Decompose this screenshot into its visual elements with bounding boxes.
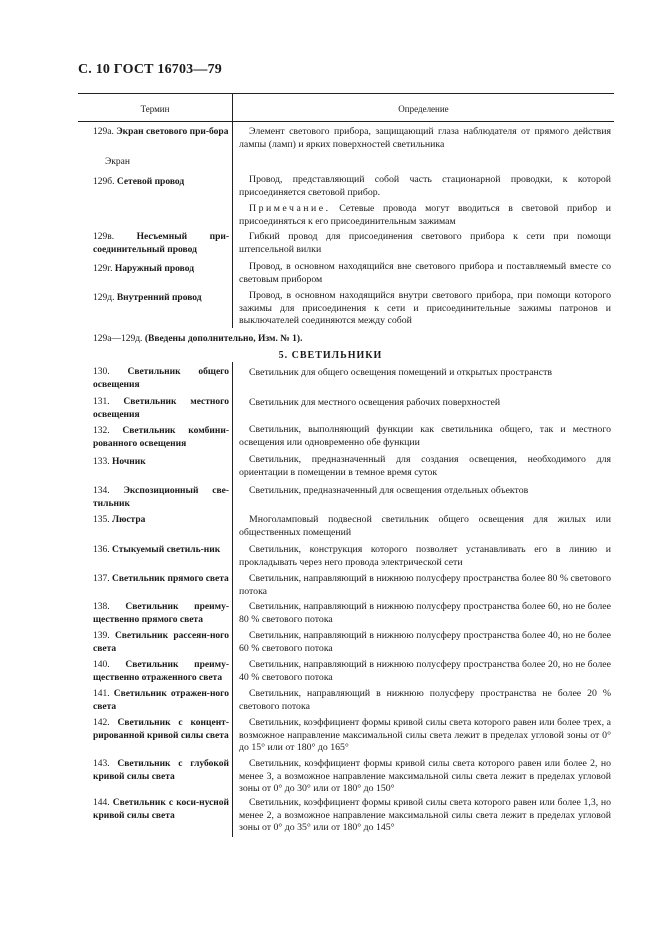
table-header-rule: [78, 121, 614, 122]
column-divider-top: [232, 93, 233, 328]
definition-138: Светильник, направляющий в нижнюю полусферу пространства более 60, но не более 80 % светового потока: [239, 601, 611, 625]
term-129g: 129г. Наружный провод: [93, 264, 194, 274]
column-divider-bottom: [232, 362, 233, 837]
column-header-definition: Определение: [398, 104, 449, 114]
term-139: 139. Светильник рассеян-ного света: [93, 631, 229, 654]
term-134: 134. Экспозиционный све-тильник: [93, 486, 229, 509]
term-129a: 129а. Экран светового при-бора: [93, 127, 229, 137]
term-129b: 129б. Сетевой провод: [93, 177, 185, 187]
term-132: 132. Светильник комбини-рованного освещения: [93, 426, 229, 449]
term-138: 138. Светильник преиму-щественно прямого света: [93, 602, 229, 625]
definition-129a: Элемент светового прибора, защищающий глаза наблюдателя от прямого действия лампы (ламп) и ярких поверхностей светильника: [239, 126, 611, 150]
definition-134: Светильник, предназначенный для освещения отдельных объектов: [249, 485, 529, 496]
term-130: 130. Светильник общего освещения: [93, 367, 229, 390]
definition-132: Светильник, выполняющий функции как светильника общего, так и местного освещения или одновременно обе функции: [239, 424, 611, 448]
definition-142: Светильник, коэффициент формы кривой силы света которого равен или более трех, а возможное направление максимальной силы света лежит в пределах угловой зоны от 0° до 15° или от 180° до 165°: [239, 717, 611, 753]
definition-137: Светильник, направляющий в нижнюю полусферу пространства более 80 % светового потока: [239, 573, 611, 597]
definition-130: Светильник для общего освещения помещений и открытых пространств: [249, 367, 553, 378]
definition-129b: Провод, представляющий собой часть стационарной проводки, к которой присоединяется световой прибор.: [239, 174, 611, 198]
definition-140: Светильник, направляющий в нижнюю полусферу пространства более 20, но не более 40 % светового потока: [239, 659, 611, 683]
definition-129v: Гибкий провод для присоединения светового прибора к сети при помощи штепсельной вилки: [239, 231, 611, 255]
term-131: 131. Светильник местного освещения: [93, 397, 229, 420]
definition-143: Светильник, коэффициент формы кривой силы света которого равен или более 2, но менее 3, а возможное направление максимальной силы света лежит в пределах угловой зоны от 0° до 30° или от 180° до 150°: [239, 758, 611, 794]
page-header: С. 10 ГОСТ 16703—79: [78, 62, 222, 77]
term-136: 136. Стыкуемый светиль-ник: [93, 545, 221, 555]
column-header-term: Термин: [140, 104, 170, 114]
term-137: 137. Светильник прямого света: [93, 574, 229, 584]
definition-141: Светильник, направляющий в нижнюю полусферу пространства не более 20 % светового потока: [239, 688, 611, 712]
definition-131: Светильник для местного освещения рабочих поверхностей: [249, 397, 501, 408]
synonym-term: Экран: [105, 157, 130, 167]
term-129d: 129д. Внутренний провод: [93, 293, 202, 303]
term-135: 135. Люстра: [93, 515, 146, 525]
term-142: 142. Светильник с концент-рированной кривой силы света: [93, 718, 230, 741]
term-141: 141. Светильник отражен-ного света: [93, 689, 230, 712]
table-top-rule: [78, 93, 614, 94]
definition-135: Многоламповый подвесной светильник общего освещения для жилых или общественных помещений: [239, 514, 611, 538]
definition-136: Светильник, конструкция которого позволяет устанавливать его в линию и прокладывать через него провода электрической сети: [239, 544, 611, 568]
term-144: 144. Светильник с коси-нусной кривой силы света: [93, 798, 229, 821]
amendment-note: 129а—129д. (Введены дополнительно, Изм. № 1).: [93, 334, 303, 344]
note-129b: Примечание. Сетевые провода могут вводиться в световой прибор и присоединяться к его присоединительным зажимам: [239, 203, 612, 227]
term-133: 133. Ночник: [93, 457, 146, 467]
definition-129d: Провод, в основном находящийся внутри светового прибора, при помощи которого зажимы для присоединения к сети и присоединительные зажимы патронов и выключателей соединяются между собой: [239, 290, 611, 326]
term-143: 143. Светильник с глубокой кривой силы света: [93, 759, 229, 782]
term-129v: 129в. Несъемный при-соединительный провод: [93, 232, 229, 255]
definition-129g: Провод, в основном находящийся вне светового прибора и поставляемый вместе со световым прибором: [239, 261, 611, 285]
definition-133: Светильник, предназначенный для создания освещения, необходимого для ориентации в помещении в темное время суток: [239, 454, 611, 478]
section-title: 5. СВЕТИЛЬНИКИ: [278, 350, 383, 361]
definition-144: Светильник, коэффициент формы кривой силы света которого равен или более 1,3, но менее 2, а возможное направление максимальной силы света лежит в пределах угловой зоны от 0° до 35° или от 180° до 145°: [239, 797, 611, 833]
definition-139: Светильник, направляющий в нижнюю полусферу пространства более 40, но не более 60 % светового потока: [239, 630, 611, 654]
term-140: 140. Светильник преиму-щественно отраженного света: [93, 660, 229, 683]
